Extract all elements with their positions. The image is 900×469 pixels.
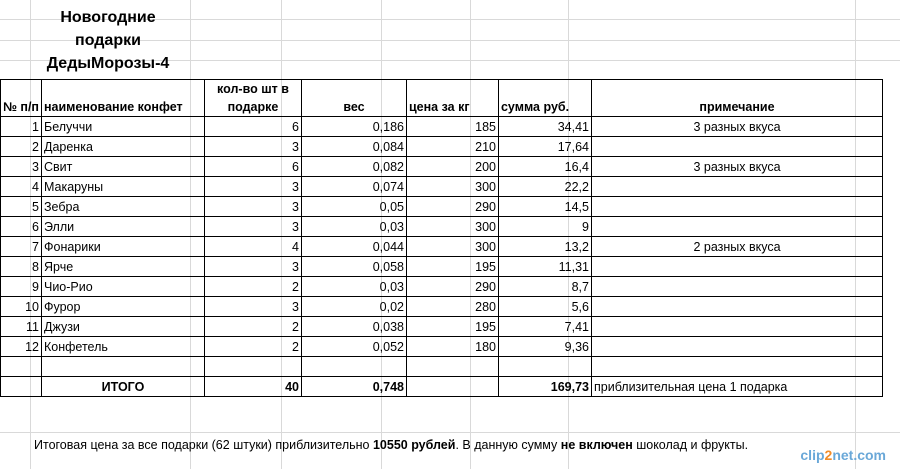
- cell-sum[interactable]: 17,64: [498, 137, 591, 157]
- gridline: [0, 432, 900, 433]
- table-row: [1, 297, 883, 317]
- total-row: [1, 377, 883, 397]
- cell-weight[interactable]: 0,044: [301, 237, 406, 257]
- footer-text-2: . В данную сумму: [455, 438, 561, 452]
- cell-n[interactable]: 10: [1, 297, 42, 317]
- cell-price[interactable]: 195: [406, 317, 498, 337]
- cell-note[interactable]: [591, 317, 882, 337]
- cell-n[interactable]: 7: [1, 237, 42, 257]
- total-sum[interactable]: 169,73: [498, 377, 591, 397]
- cell-name[interactable]: Белуччи: [41, 117, 204, 137]
- table-row: [1, 217, 883, 237]
- cell-name[interactable]: Джузи: [41, 317, 204, 337]
- cell-name[interactable]: Даренка: [41, 137, 204, 157]
- cell-weight[interactable]: 0,02: [301, 297, 406, 317]
- header-row: [1, 80, 883, 117]
- table-row: [1, 197, 883, 217]
- cell-price[interactable]: 300: [406, 177, 498, 197]
- table-row: [1, 177, 883, 197]
- cell-n[interactable]: 8: [1, 257, 42, 277]
- cell-price[interactable]: 290: [406, 277, 498, 297]
- header-name[interactable]: наименование конфет: [41, 80, 204, 117]
- cell-note[interactable]: [591, 197, 882, 217]
- spacer-row: [1, 357, 883, 377]
- cell-qty[interactable]: 3: [204, 257, 301, 277]
- table-row: [1, 257, 883, 277]
- total-note[interactable]: приблизительная цена 1 подарка: [591, 377, 882, 397]
- cell-sum[interactable]: 9,36: [498, 337, 591, 357]
- cell-n[interactable]: 6: [1, 217, 42, 237]
- cell-sum[interactable]: 14,5: [498, 197, 591, 217]
- cell-name[interactable]: Чио-Рио: [41, 277, 204, 297]
- cell-n[interactable]: 2: [1, 137, 42, 157]
- cell-name[interactable]: Фурор: [41, 297, 204, 317]
- cell-weight[interactable]: 0,058: [301, 257, 406, 277]
- clip2net-watermark: clip2net.com: [800, 447, 886, 463]
- header-note[interactable]: примечание: [591, 80, 882, 117]
- cell-price[interactable]: 300: [406, 217, 498, 237]
- total-weight[interactable]: 0,748: [301, 377, 406, 397]
- cell-n[interactable]: 1: [1, 117, 42, 137]
- table-row: [1, 137, 883, 157]
- cell-sum[interactable]: 7,41: [498, 317, 591, 337]
- header-qty[interactable]: кол-во шт в подарке: [204, 80, 301, 117]
- cell-price[interactable]: 280: [406, 297, 498, 317]
- cell-note[interactable]: 2 разных вкуса: [591, 237, 882, 257]
- cell-weight[interactable]: 0,052: [301, 337, 406, 357]
- sheet-title-line-3: ДедыМорозы-4: [46, 55, 170, 72]
- cell-qty[interactable]: 6: [204, 157, 301, 177]
- cell-sum[interactable]: 5,6: [498, 297, 591, 317]
- total-cell-empty[interactable]: [1, 377, 42, 397]
- cell-note[interactable]: [591, 257, 882, 277]
- cell-note[interactable]: [591, 137, 882, 157]
- cell-name[interactable]: Зебра: [41, 197, 204, 217]
- table-row: [1, 317, 883, 337]
- cell-price[interactable]: 180: [406, 337, 498, 357]
- cell-note[interactable]: [591, 297, 882, 317]
- cell-weight[interactable]: 0,186: [301, 117, 406, 137]
- table-row: [1, 337, 883, 357]
- cell-weight[interactable]: 0,084: [301, 137, 406, 157]
- cell-qty[interactable]: 2: [204, 337, 301, 357]
- cell-note[interactable]: [591, 277, 882, 297]
- cell-sum[interactable]: 13,2: [498, 237, 591, 257]
- cell-note[interactable]: 3 разных вкуса: [591, 117, 882, 137]
- cell-weight[interactable]: 0,082: [301, 157, 406, 177]
- table-row: [1, 117, 883, 137]
- sheet-title-line-1: Новогодние: [60, 9, 156, 26]
- cell-sum[interactable]: 34,41: [498, 117, 591, 137]
- table-row: [1, 157, 883, 177]
- cell-price[interactable]: 185: [406, 117, 498, 137]
- cell-qty[interactable]: 6: [204, 117, 301, 137]
- cell-n[interactable]: 11: [1, 317, 42, 337]
- cell-name[interactable]: Макаруны: [41, 177, 204, 197]
- cell-weight[interactable]: 0,038: [301, 317, 406, 337]
- total-price-empty[interactable]: [406, 377, 498, 397]
- footer-text-1: Итоговая цена за все подарки (62 штуки) приблизительно: [34, 438, 373, 452]
- footer-note[interactable]: [34, 438, 748, 452]
- header-price[interactable]: цена за кг: [406, 80, 498, 117]
- cell-n[interactable]: 5: [1, 197, 42, 217]
- cell-qty[interactable]: 4: [204, 237, 301, 257]
- cell-weight[interactable]: 0,03: [301, 277, 406, 297]
- cell-name[interactable]: Свит: [41, 157, 204, 177]
- cell-name[interactable]: Фонарики: [41, 237, 204, 257]
- cell-sum[interactable]: 22,2: [498, 177, 591, 197]
- cell-weight[interactable]: 0,074: [301, 177, 406, 197]
- total-qty[interactable]: 40: [204, 377, 301, 397]
- cell-n[interactable]: 4: [1, 177, 42, 197]
- cell-price[interactable]: 290: [406, 197, 498, 217]
- cell-name[interactable]: Ярче: [41, 257, 204, 277]
- cell-qty[interactable]: 3: [204, 177, 301, 197]
- cell-qty[interactable]: 3: [204, 217, 301, 237]
- table-row: [1, 277, 883, 297]
- cell-sum[interactable]: 9: [498, 217, 591, 237]
- cell-n[interactable]: 12: [1, 337, 42, 357]
- sheet-title-line-2: подарки: [75, 32, 141, 49]
- cell-sum[interactable]: 16,4: [498, 157, 591, 177]
- cell-price[interactable]: 200: [406, 157, 498, 177]
- gifts-table: [0, 79, 883, 397]
- footer-text-3: шоколад и фрукты.: [632, 438, 749, 452]
- footer-bold-excluded: не включен: [560, 438, 633, 452]
- cell-qty[interactable]: 2: [204, 317, 301, 337]
- total-label[interactable]: ИТОГО: [41, 377, 204, 397]
- footer-bold-amount: 10550 рублей: [372, 438, 456, 452]
- cell-note[interactable]: 3 разных вкуса: [591, 157, 882, 177]
- cell-qty[interactable]: 3: [204, 297, 301, 317]
- cell-n[interactable]: 3: [1, 157, 42, 177]
- cell-note[interactable]: [591, 337, 882, 357]
- table-row: [1, 237, 883, 257]
- header-number[interactable]: № п/п: [1, 80, 42, 117]
- cell-name[interactable]: Конфетель: [41, 337, 204, 357]
- cell-note[interactable]: [591, 217, 882, 237]
- cell-note[interactable]: [591, 177, 882, 197]
- header-weight[interactable]: вес: [301, 80, 406, 117]
- cell-weight[interactable]: 0,03: [301, 217, 406, 237]
- cell-n[interactable]: 9: [1, 277, 42, 297]
- cell-price[interactable]: 210: [406, 137, 498, 157]
- cell-qty[interactable]: 3: [204, 197, 301, 217]
- cell-qty[interactable]: 2: [204, 277, 301, 297]
- header-sum[interactable]: сумма руб.: [498, 80, 591, 117]
- cell-sum[interactable]: 8,7: [498, 277, 591, 297]
- cell-weight[interactable]: 0,05: [301, 197, 406, 217]
- cell-price[interactable]: 300: [406, 237, 498, 257]
- cell-qty[interactable]: 3: [204, 137, 301, 157]
- cell-price[interactable]: 195: [406, 257, 498, 277]
- cell-sum[interactable]: 11,31: [498, 257, 591, 277]
- cell-name[interactable]: Элли: [41, 217, 204, 237]
